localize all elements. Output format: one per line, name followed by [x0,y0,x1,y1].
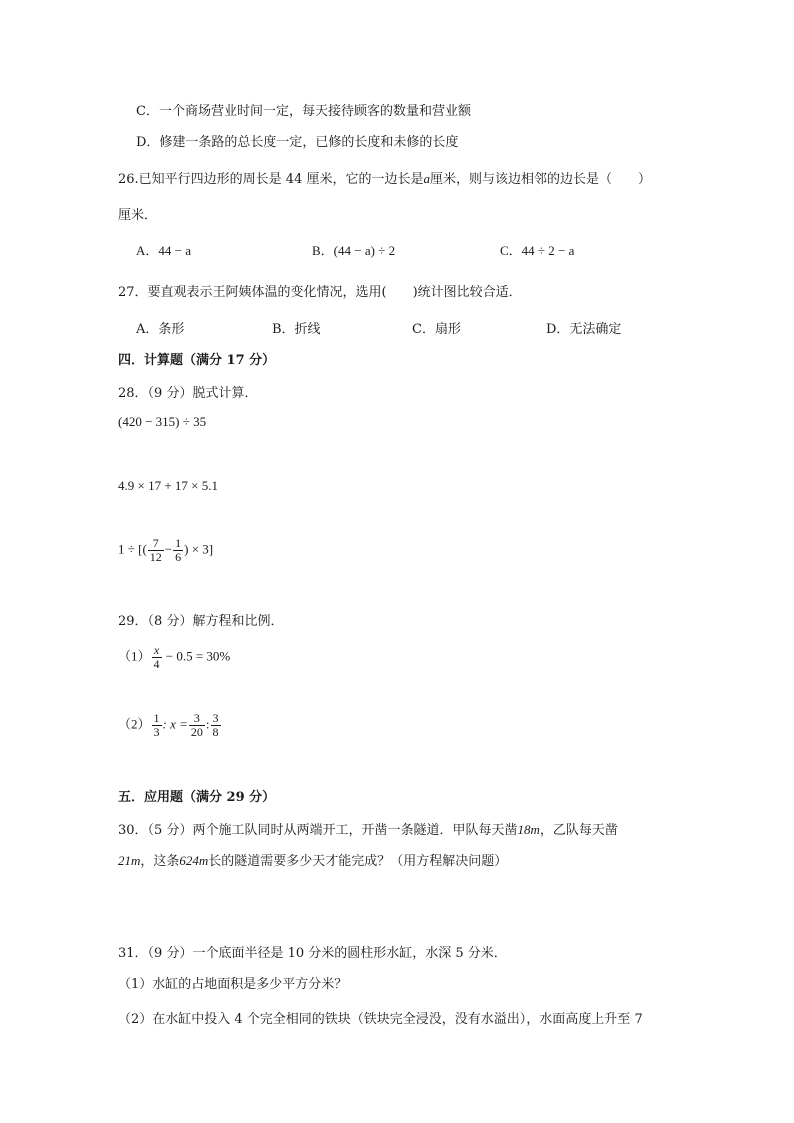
fraction-numerator: 1 [175,536,182,550]
fraction-1-3 [152,712,162,739]
q29-part-2-mid: : x = [162,716,188,732]
q26-stem-part-a: 26.已知平行四边形的周长是 44 厘米，它的一边长是 [118,172,424,187]
q30-text-a: 30．（5 分）两个施工队同时从两端开工，开凿一条隧道．甲队每天凿 [118,823,518,838]
fraction-3-8 [211,712,221,739]
q26-stem-part-b: 厘米，则与该边相邻的边长是（ ） [429,172,651,187]
q27-stem: 27．要直观表示王阿姨体温的变化情况，选用( )统计图比较合适． [118,285,522,300]
q28-expression-1: (420 − 315) ÷ 35 [118,414,207,429]
q30-value-21m: 21m [118,853,141,868]
q30-text-b: ，乙队每天凿 [539,823,618,838]
fraction-7-12 [148,537,164,564]
q28-expr3-suffix: ) × 3] [184,541,214,557]
q29-part-2-label: （2） [118,716,151,732]
q26-variable-a: a [423,171,430,186]
q29-part-1 [118,644,230,671]
fraction-numerator: 7 [148,537,164,551]
q28-expression-2: 4.9 × 17 + 17 × 5.1 [118,478,218,493]
q31-stem: 31．（9 分）一个底面半径是 10 分米的圆柱形水缸，水深 5 分米． [118,946,507,961]
q31-part-2: （2）在水缸中投入 4 个完全相同的铁块（铁块完全浸没，没有水溢出），水面高度上升至 7 [118,1012,643,1027]
q25-option-d: D．修建一条路的总长度一定，已修的长度和未修的长度 [136,135,459,150]
fraction-denominator: 4 [153,657,160,671]
q28-expr3-prefix: 1 ÷ [( [118,541,147,557]
q30-value-624m: 624m [179,853,209,868]
fraction-denominator: 8 [212,725,219,739]
q29-part-1-rest: − 0.5 = 30% [165,648,231,664]
fraction-numerator: x [152,644,162,658]
fraction-numerator: 3 [212,711,219,725]
fraction-numerator: 3 [189,712,205,726]
q26-option-c: C．44 ÷ 2 − a [500,243,575,258]
fraction-x-4 [152,644,162,671]
q30-text-c: ，这条 [140,854,180,869]
q29-part-1-label: （1） [118,648,151,664]
q26-option-b: B．(44 − a) ÷ 2 [312,243,396,258]
fraction-3-20 [189,712,205,739]
fraction-denominator: 20 [190,725,203,739]
q30-text-d: 长的隧道需要多少天才能完成？（用方程解决问题） [208,854,508,869]
q31-part-1: （1）水缸的占地面积是多少平方分米？ [118,977,348,992]
q27-option-a: A．条形 [136,322,185,337]
q29-part-2-colon: : [205,716,210,732]
q26-stem-line2: 厘米． [118,208,158,223]
section-4-heading: 四．计算题（满分 17 分） [118,353,276,368]
q27-option-c: C．扇形 [412,322,461,337]
q29-part-2 [118,712,222,739]
q30-line-2 [118,852,507,871]
q30-line-1 [118,821,618,840]
q30-value-18m: 18m [517,822,540,837]
q27-option-d: D．无法确定 [546,322,622,337]
q26-option-a: A．44 − a [136,243,191,258]
fraction-denominator: 3 [153,725,160,739]
q29-stem: 29．（8 分）解方程和比例． [118,614,284,629]
q28-stem: 28．（9 分）脱式计算． [118,386,258,401]
fraction-numerator: 1 [153,711,160,725]
fraction-1-6 [173,537,183,564]
q25-option-c: C．一个商场营业时间一定，每天接待顾客的数量和营业额 [136,104,471,119]
fraction-denominator: 12 [149,550,162,564]
q26-stem [118,170,651,189]
q27-option-b: B．折线 [272,322,321,337]
section-5-heading: 五．应用题（满分 29 分） [118,790,276,805]
q28-expr3-minus: − [164,541,173,557]
fraction-denominator: 6 [175,550,182,564]
q28-expression-3 [118,537,213,564]
